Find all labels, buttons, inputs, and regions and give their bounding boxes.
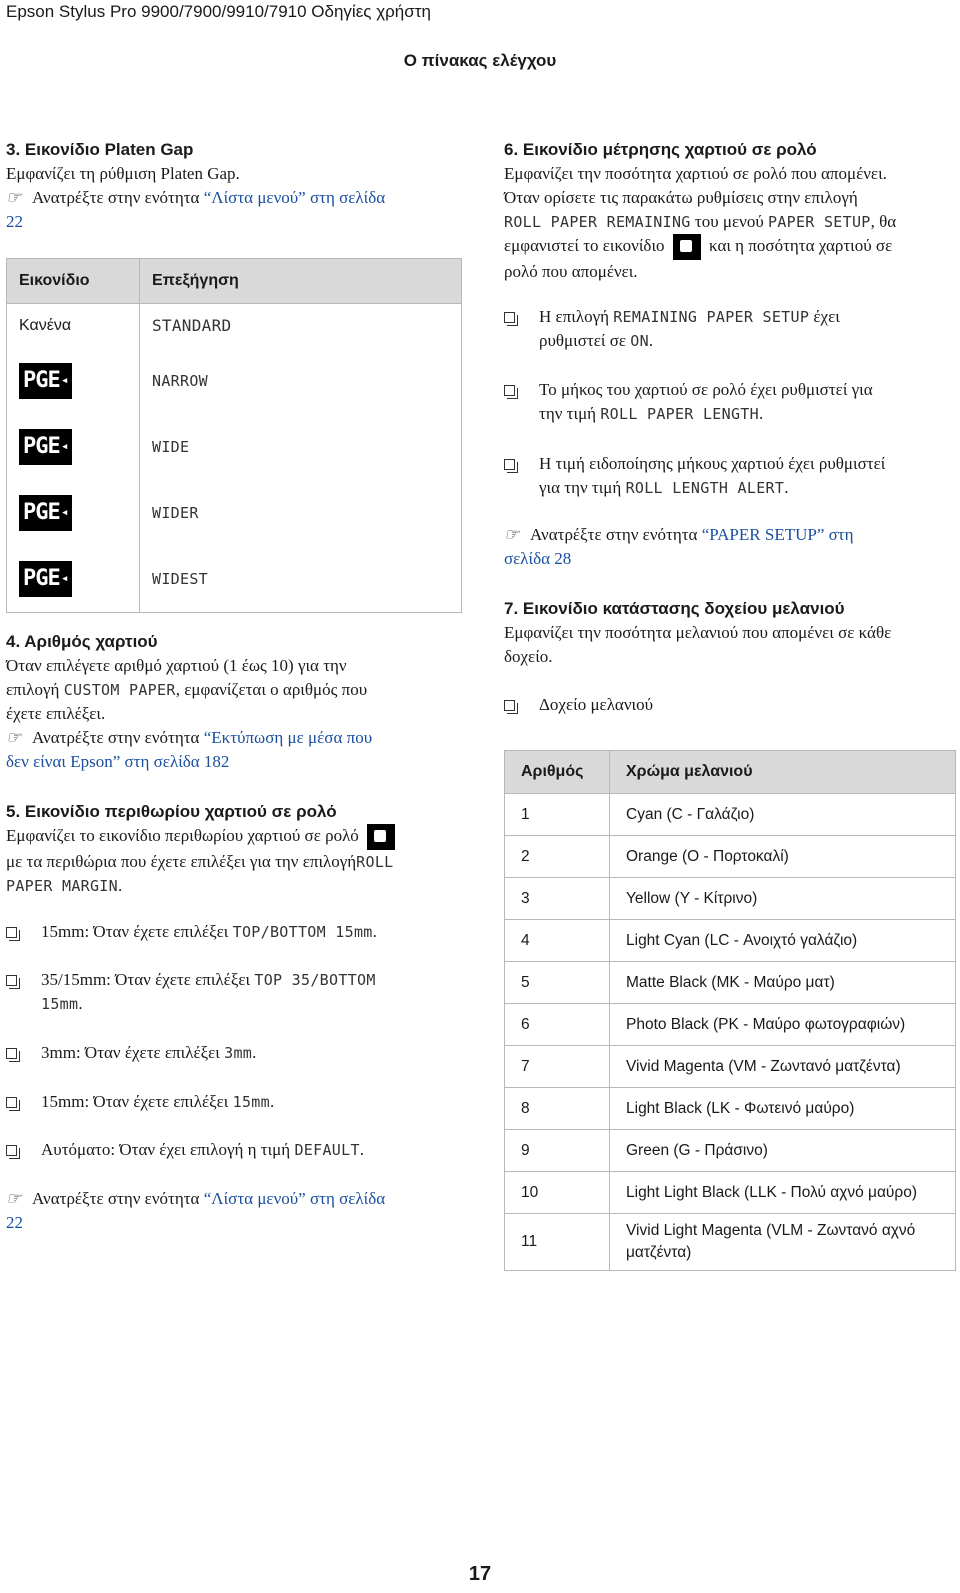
section-7-title: 7. Εικονίδιο κατάστασης δοχείου μελανιού — [504, 599, 845, 618]
margin-bullet-1: 15mm: Όταν έχετε επιλέξει TOP/BOTTOM 15mm. — [6, 920, 462, 944]
paper-setup-link[interactable]: “PAPER SETUP” στη — [701, 525, 854, 544]
ink-color-cell: Photo Black (PK - Μαύρο φωτογραφιών) — [610, 1004, 956, 1046]
pointer-hand-icon: ☞ — [6, 1189, 22, 1208]
section-6-text-5: ρολό που απομένει. — [504, 262, 638, 282]
ink-color-table — [504, 750, 956, 1271]
ink-number-cell: 6 — [505, 1004, 610, 1046]
section-5-reference — [6, 1187, 462, 1235]
description-cell: WIDE — [140, 414, 462, 480]
table-row — [505, 1214, 956, 1271]
table-row — [505, 1004, 956, 1046]
checkbox-bullet-icon — [6, 1097, 17, 1108]
platen-gap-table — [6, 258, 462, 613]
ink-number-cell: 8 — [505, 1088, 610, 1130]
description-cell: WIDEST — [140, 546, 462, 613]
section-3-reference — [6, 186, 462, 234]
platen-gap-wide-icon: PGE◂ — [19, 429, 72, 465]
section-4-text-3: έχετε επιλέξει. — [6, 704, 106, 723]
section-3-text: Εμφανίζει τη ρύθμιση Platen Gap. — [6, 164, 240, 183]
ink-number-cell: 3 — [505, 878, 610, 920]
platen-gap-widest-icon: PGE◂ — [19, 561, 72, 597]
roll-counter-icon — [673, 234, 701, 260]
checkbox-bullet-icon — [504, 312, 515, 323]
checkbox-bullet-icon — [6, 1048, 17, 1059]
margin-bullet-2: 35/15mm: Όταν έχετε επιλέξει TOP 35/BOTTOM 15mm. — [6, 968, 462, 992]
ink-color-cell: Vivid Magenta (VM - Ζωντανό ματζέντα) — [610, 1046, 956, 1088]
pointer-hand-icon: ☞ — [6, 728, 22, 747]
section-4-title: 4. Αριθμός χαρτιού — [6, 632, 158, 651]
section-6-reference — [504, 523, 956, 571]
section-6-text-3: ROLL PAPER REMAINING του μενού PAPER SETUP, θα — [504, 212, 897, 231]
table-header-description: Επεξήγηση — [140, 259, 462, 304]
checkbox-bullet-icon — [6, 1145, 17, 1156]
section-5-text-3: PAPER MARGIN. — [6, 876, 123, 896]
ink-color-cell: Vivid Light Magenta (VLM - Ζωντανό αχνό ματζέντα) — [610, 1214, 956, 1271]
platen-gap-narrow-icon: PGE◂ — [19, 363, 72, 399]
description-cell: WIDER — [140, 480, 462, 546]
ink-color-cell: Cyan (C - Γαλάζιο) — [610, 794, 956, 836]
section-6-text-4: εμφανιστεί το εικονίδιο και η ποσότητα χαρτιού σε — [504, 234, 956, 260]
roll-bullet-2: Το μήκος του χαρτιού σε ρολό έχει ρυθμιστεί για την τιμή ROLL PAPER LENGTH. — [504, 378, 956, 402]
margin-bullet-5: Αυτόματο: Όταν έχει επιλογή η τιμή DEFAULT. — [6, 1138, 462, 1162]
ink-color-cell: Matte Black (MK - Μαύρο ματ) — [610, 962, 956, 1004]
pointer-hand-icon: ☞ — [6, 188, 22, 207]
ink-color-cell: Yellow (Y - Κίτρινο) — [610, 878, 956, 920]
code-custom-paper: CUSTOM PAPER — [63, 681, 176, 699]
section-5-text-2: με τα περιθώρια που έχετε επιλέξει για την επιλογήROLL — [6, 852, 394, 872]
table-header-number: Αριθμός — [505, 751, 610, 794]
table-row — [7, 414, 462, 480]
table-header-ink-color: Χρώμα μελανιού — [610, 751, 956, 794]
ink-color-cell: Green (G - Πράσινο) — [610, 1130, 956, 1172]
menu-list-link[interactable]: “Λίστα μενού” στη σελίδα — [203, 188, 386, 207]
section-3-title: 3. Εικονίδιο Platen Gap — [6, 140, 194, 159]
description-cell: NARROW — [140, 348, 462, 414]
table-row — [505, 962, 956, 1004]
table-row — [7, 546, 462, 613]
ink-number-cell: 5 — [505, 962, 610, 1004]
ink-number-cell: 4 — [505, 920, 610, 962]
non-epson-media-link[interactable]: “Εκτύπωση με μέσα που — [203, 728, 373, 747]
section-5-title: 5. Εικονίδιο περιθωρίου χαρτιού σε ρολό — [6, 802, 337, 821]
icon-cell — [7, 414, 140, 480]
checkbox-bullet-icon — [6, 975, 17, 986]
section-4-text-1: Όταν επιλέγετε αριθμό χαρτιού (1 έως 10) για την — [6, 656, 347, 675]
section-5 — [6, 800, 462, 898]
table-row — [7, 304, 462, 349]
section-6-text-1: Εμφανίζει την ποσότητα χαρτιού σε ρολό που απομένει. — [504, 164, 887, 183]
ref-prefix: Ανατρέξτε στην ενότητα — [32, 728, 200, 747]
table-row — [505, 1172, 956, 1214]
table-row — [505, 1088, 956, 1130]
roll-margin-icon — [367, 824, 395, 850]
roll-bullet-3: Η τιμή ειδοποίησης μήκους χαρτιού έχει ρυθμιστεί για την τιμή ROLL LENGTH ALERT. — [504, 452, 956, 476]
table-row — [505, 794, 956, 836]
icon-cell — [7, 348, 140, 414]
checkbox-bullet-icon — [504, 385, 515, 396]
header-product: Epson Stylus Pro 9900/7900/9910/7910 Οδηγίες χρήστη — [6, 2, 431, 21]
description-cell: STANDARD — [140, 304, 462, 349]
section-7-text-1: Εμφανίζει την ποσότητα μελανιού που απομένει σε κάθε — [504, 623, 892, 642]
section-4-reference — [6, 726, 462, 774]
section-7 — [504, 597, 956, 669]
ink-number-cell: 1 — [505, 794, 610, 836]
table-row — [505, 1130, 956, 1172]
table-row — [505, 836, 956, 878]
section-4-text-2: επιλογή CUSTOM PAPER, εμφανίζεται ο αριθμός που — [6, 680, 368, 699]
ink-bullet: Δοχείο μελανιού — [504, 693, 956, 717]
roll-bullet-1: Η επιλογή REMAINING PAPER SETUP έχει ρυθμιστεί σε ON. — [504, 305, 956, 329]
margin-bullet-3: 3mm: Όταν έχετε επιλέξει 3mm. — [6, 1041, 462, 1065]
table-header-icon: Εικονίδιο — [7, 259, 140, 304]
ink-number-cell: 9 — [505, 1130, 610, 1172]
ink-number-cell: 2 — [505, 836, 610, 878]
section-3 — [6, 138, 462, 234]
ref-prefix: Ανατρέξτε στην ενότητα — [32, 1189, 200, 1208]
menu-list-link[interactable]: “Λίστα μενού” στη σελίδα — [203, 1189, 386, 1208]
checkbox-bullet-icon — [504, 459, 515, 470]
ink-number-cell: 11 — [505, 1214, 610, 1271]
ink-color-cell: Light Cyan (LC - Ανοιχτό γαλάζιο) — [610, 920, 956, 962]
icon-cell — [7, 480, 140, 546]
section-6 — [504, 138, 956, 284]
section-5-text-1: Εμφανίζει το εικονίδιο περιθωρίου χαρτιού σε ρολό — [6, 824, 462, 850]
ink-color-cell: Light Black (LK - Φωτεινό μαύρο) — [610, 1088, 956, 1130]
section-7-text-2: δοχείο. — [504, 647, 553, 666]
menu-list-link-page[interactable]: 22 — [6, 212, 23, 231]
checkbox-bullet-icon — [504, 700, 515, 711]
table-row — [7, 480, 462, 546]
paper-setup-link-page[interactable]: σελίδα 28 — [504, 549, 572, 568]
platen-gap-wider-icon: PGE◂ — [19, 495, 72, 531]
ref-prefix: Ανατρέξτε στην ενότητα — [530, 525, 698, 544]
non-epson-media-link-page[interactable]: δεν είναι Epson” στη σελίδα 182 — [6, 752, 230, 771]
table-row — [505, 920, 956, 962]
icon-cell — [7, 546, 140, 613]
icon-cell: Κανένα — [7, 304, 140, 349]
page-number: 17 — [468, 1563, 492, 1585]
ink-number-cell: 10 — [505, 1172, 610, 1214]
menu-list-link-page[interactable]: 22 — [6, 1213, 23, 1232]
table-row — [7, 348, 462, 414]
checkbox-bullet-icon — [6, 927, 17, 938]
section-6-title: 6. Εικονίδιο μέτρησης χαρτιού σε ρολό — [504, 140, 817, 159]
section-title: Ο πίνακας ελέγχου — [403, 51, 557, 70]
margin-bullet-4: 15mm: Όταν έχετε επιλέξει 15mm. — [6, 1090, 462, 1114]
ink-color-cell: Orange (O - Πορτοκαλί) — [610, 836, 956, 878]
ref-prefix: Ανατρέξτε στην ενότητα — [32, 188, 200, 207]
section-6-text-2: Όταν ορίσετε τις παρακάτω ρυθμίσεις στην επιλογή — [504, 188, 858, 207]
table-row — [505, 878, 956, 920]
ink-color-cell: Light Light Black (LLK - Πολύ αχνό μαύρο) — [610, 1172, 956, 1214]
section-4 — [6, 630, 462, 774]
ink-number-cell: 7 — [505, 1046, 610, 1088]
pointer-hand-icon: ☞ — [504, 525, 520, 544]
table-row — [505, 1046, 956, 1088]
